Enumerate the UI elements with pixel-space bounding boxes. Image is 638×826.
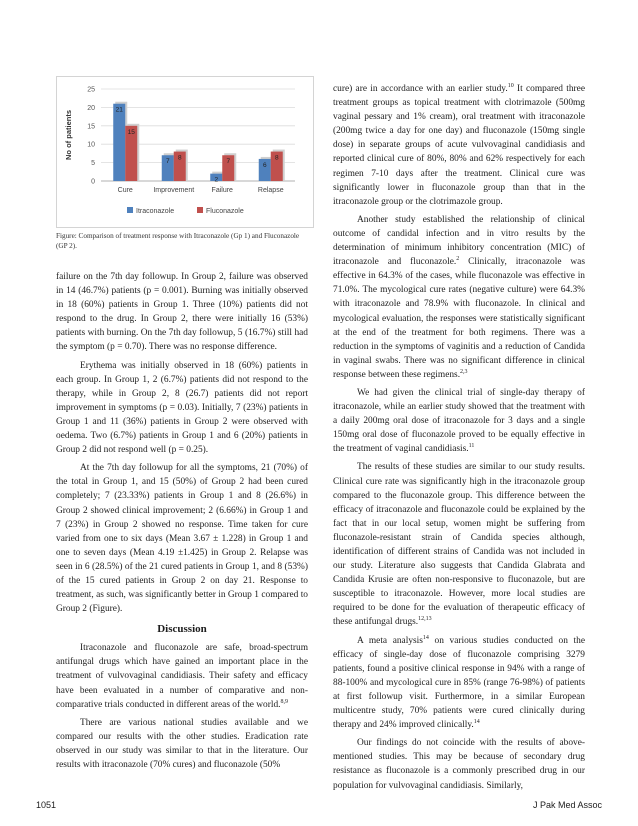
- data-label: 15: [127, 128, 135, 136]
- citation: 11: [468, 443, 475, 450]
- citation: 12,13: [418, 616, 432, 623]
- data-label: 6: [262, 161, 267, 169]
- paragraph-text: A meta analysis: [357, 635, 423, 646]
- x-tick-label: Failure: [211, 187, 233, 194]
- paragraph-text: cure) are in accordance with an earlier study.: [333, 84, 508, 94]
- paragraph-text: Another study established the relationship of clinical outcome of candidal infection and in vitro results by the determination of minimum inhibitory concentration (MIC) of itraconazole and fluconazole.: [333, 214, 585, 268]
- data-label: 7: [226, 158, 231, 166]
- paragraph-text: Clinically, itraconazole was effective in 64.3% of the cases, while fluconazole was effective in 71.0%. The mycological cure rates (negative culture) were 64.3% with itraconazole and 78.9% with fluconazole. In clinical and mycological evaluation, the responses were statistically significant at the end of the treatment for both regimens. There was a reduction in the symptoms of vaginitis and a reduction of Candida in vaginal swabs. There was no significant difference in clinical response between these regimens.: [333, 257, 585, 380]
- left-column: [56, 270, 308, 776]
- data-label: 8: [274, 154, 279, 162]
- paragraph-text: The results of these studies are similar to our study results. Clinical cure rate was significantly high in the itraconazole group compared to the fluconazole group. This difference between the efficacy of itraconazole and fluconazole could be explained by the fact that in our local setup, women might be suffering from fluconazole-resistant strain of Candida species although, identification of different strains of Candida was not included in our study. Literature also suggests that Candida Glabrata and Candida Krusie are often non-responsive to fluconazole, but are susceptible to itraconazole. However, more local studies are required to be done for the evaluation of therapeutic efficacy of these antifungal drugs.: [333, 462, 585, 628]
- paragraph: [333, 634, 585, 733]
- data-label: 7: [165, 158, 170, 166]
- figure-caption: Figure: Comparison of treatment response with Itraconazole (Gp 1) and Fluconazole (GP 2).: [56, 232, 300, 250]
- y-tick-label: 5: [91, 160, 95, 168]
- bar: [113, 104, 125, 181]
- y-tick-label: 25: [87, 86, 95, 94]
- x-tick-label: Cure: [117, 187, 133, 194]
- y-tick-label: 10: [87, 141, 95, 149]
- paragraph-text: It compared three treatment groups as topical treatment with clotrimazole (500mg vaginal pessary and 1% cream), oral treatment with itraconazole (200mg twice a day for one day) and fluconazole (150mg single dose) in separate groups of acute vulvovaginal candidiasis and reported clinical cure of 80%, 80% and 62% respectively for each regimen 7-10 days after the treatment. Clinical cure was significantly lower in fluconazole group than that in the itraconazole group or the clotrimazole group.: [333, 84, 585, 207]
- paragraph-text: Itraconazole and fluconazole are safe, broad-spectrum antifungal drugs which have gained an important place in the treatment of vulvovaginal candidiasis. Their safety and efficacy have been evaluated in a number of comparative and non-comparative trials conducted in different areas of the world.: [56, 643, 308, 710]
- page-number: 1051: [36, 800, 57, 810]
- y-axis-label: No of patients: [64, 110, 73, 160]
- journal-name: J Pak Med Assoc: [532, 800, 602, 810]
- citation: 8,9: [280, 698, 288, 705]
- x-tick-label: Relapse: [257, 187, 284, 194]
- citation: 2,3: [460, 368, 468, 375]
- citation: 14: [473, 719, 480, 725]
- paragraph-text: We had given the clinical trial of single-day therapy of itraconazole, while an earlier study showed that the treatment with a daily 200mg oral dose of itraconazole for 3 days and a single 150mg oral dose of fluconazole proved to be equally effective in the treatment of vaginal candidiasis.: [333, 387, 585, 455]
- citation: 14: [422, 634, 429, 641]
- paragraph: Our findings do not coincide with the results of above-mentioned studies. This may be because of secondary drug resistance as fluconazole is a commonly prescribed drug in our population for vulvovaginal candidiasis. Similarly,: [333, 738, 585, 791]
- data-label: 21: [115, 106, 123, 114]
- data-label: 8: [177, 154, 182, 162]
- paragraph: [333, 460, 585, 629]
- paragraph: At the 7th day followup for all the symptoms, 21 (70%) of the total in Group 1, and 15 (50%) of Group 2 had been cured completely; 7 (23.33%) patients in Group 1 and 8 (26.6%) in Group 2 showed clinical improvement; 2 (6.66%) in Group 1 and 7 (23%) in Group 2 showed no response. Time taken for cure varied from one to six days (Mean 3.67 ± 1.228) in Group 1 and one to seven days (Mean 4.19 ±1.425) in Group 2. Relapse was seen in 6 (28.5%) of the 21 cured patients in Group 1, and 8 (53%) of the 15 cured patients in Group 2 on day 21. Response to treatment, as such, was significantly better in Group 1 compared to Group 2 (Figure).: [56, 463, 308, 615]
- legend-swatch: [127, 207, 133, 213]
- y-tick-label: 15: [87, 123, 95, 131]
- paragraph: Erythema was initially observed in 18 (60%) patients in each group. In Group 1, 2 (6.7%) patients did not respond to the therapy, while in Group 2, 8 (26.7) patients did not report improvement in symptoms (p = 0.03). Initially, 7 (23%) patients in Group 1 and 11 (36%) patients in Group 2 were observed with oedema. Two (6.7%) patients in Group 1 and 6 (20%) patients in Group 2 did not respond well (p = 0.25).: [56, 360, 308, 456]
- citation: 2: [456, 256, 460, 262]
- bar-chart: [57, 77, 313, 227]
- y-tick-label: 0: [91, 178, 95, 186]
- legend-swatch: [197, 207, 203, 213]
- citation: 10: [507, 82, 514, 89]
- paragraph: failure on the 7th day followup. In Group 2, failure was observed in 14 (46.7%) patients (p = 0.001). Burning was initially observed in 18 (60%) patients in Group 1. Three (10%) patients did not respond to the drug. In Group 2, there were initially 16 (53%) patients with burning. On the 7th day followup, 5 (16.7%) still had the symptom (p = 0.70). There was no response difference.: [56, 272, 308, 353]
- paragraph: [333, 82, 585, 209]
- x-tick-label: Improvement: [153, 187, 195, 194]
- figure-chart: [56, 76, 314, 228]
- legend-label: Fluconazole: [206, 208, 244, 215]
- y-tick-label: 20: [87, 104, 95, 112]
- section-heading-discussion: Discussion: [157, 623, 207, 636]
- legend-label: Itraconazole: [136, 208, 175, 215]
- right-column: [333, 82, 585, 797]
- paragraph: There are various national studies available and we compared our results with the other studies. Eradication rate observed in our study was similar to that in the literature. Our results with itraconazole (70% cures) and fluconazole (50%: [56, 717, 308, 770]
- paragraph: [333, 386, 585, 456]
- paragraph-text: on various studies conducted on the efficacy of single-day dose of fluconazole comprising 3279 patients, found a positive clinical response in 94% with a range of 88-100% and mycological cure in 85% (range 76-98%) of patients at first followup visit. Furthermore, in a similar European multicentre study, 70% patients were cured clinically during therapy and 24% improved clinically.: [333, 635, 585, 731]
- paragraph: [56, 641, 308, 711]
- paragraph: [333, 213, 585, 382]
- data-label: 2: [214, 176, 219, 184]
